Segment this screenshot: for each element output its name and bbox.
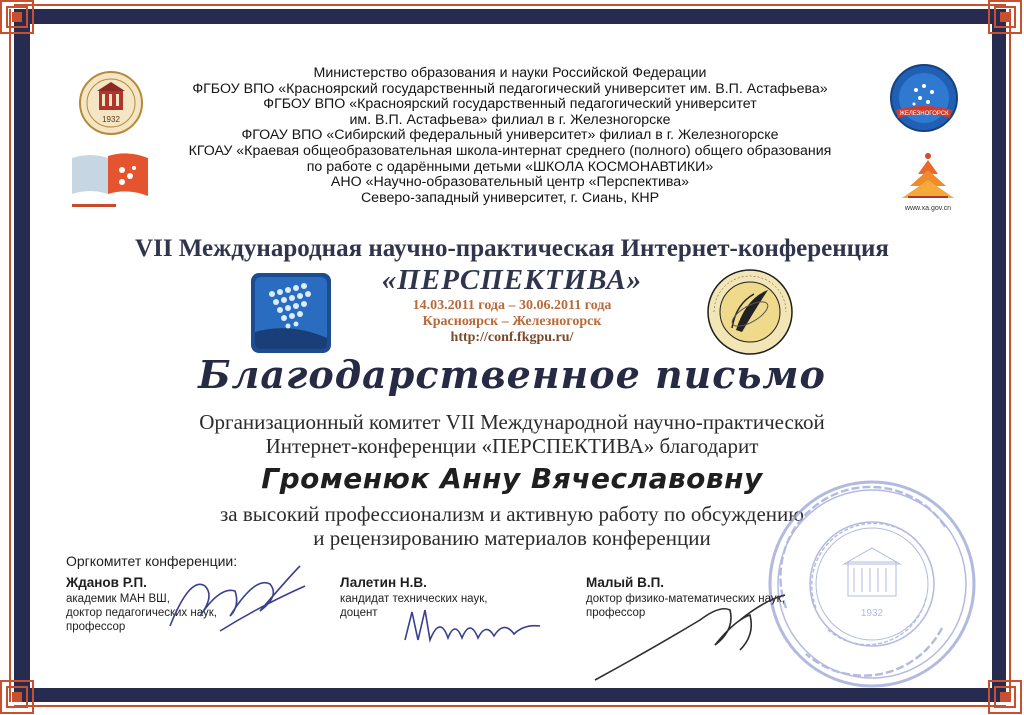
pagoda-logo-text: www.xa.gov.cn xyxy=(904,205,952,212)
organizers-list xyxy=(160,66,860,206)
conference-url: http://conf.fkgpu.ru/ xyxy=(450,330,574,345)
organizer-line: им. В.П. Астафьева» филиал в г. Железногорске xyxy=(349,111,671,128)
conference-details xyxy=(350,298,674,346)
letter-title: Благодарственное письмо xyxy=(198,352,826,397)
organizer-line: АНО «Научно-образовательный центр «Перспектива» xyxy=(330,174,690,191)
globe-logo-text: ЖЕЛЕЗНОГОРСК xyxy=(899,111,949,117)
signature-laletin-icon xyxy=(400,600,550,655)
recipient-name: Громенюк Анну Вячеславовну xyxy=(261,462,763,495)
signer-title-line: доктор педагогических наук, xyxy=(66,607,217,619)
conference-name: «ПЕРСПЕКТИВА» xyxy=(381,264,643,296)
organizer-line: Министерство образования и науки Российской Федерации xyxy=(313,65,707,81)
zheleznogorsk-globe-icon xyxy=(888,62,960,139)
organizer-line: КГОАУ «Краевая общеобразовательная школа-интернат среднего (полного) общего образования xyxy=(188,142,832,159)
signature-zhdanov-icon xyxy=(160,556,310,651)
organizer-line: ФГБОУ ВПО «Красноярский государственный педагогический университет им. В.П. Астафьева» xyxy=(192,80,828,97)
signer-title-line: академик МАН ВШ, xyxy=(66,593,170,605)
signer-title-line: доктор физико-математических наук, xyxy=(586,593,785,605)
stamp-year: 1932 xyxy=(860,608,884,619)
organizer-line: Северо-западный университет, г. Сиань, КНР xyxy=(360,189,660,206)
letter-reason-line-1: за высокий профессионализм и активную работу по обсуждению xyxy=(220,502,804,526)
pagoda-logo-icon xyxy=(892,150,964,219)
letter-intro-line-1: Организационный комитет VII Международной научно-практической xyxy=(199,410,825,434)
university-seal-icon xyxy=(78,70,144,141)
frame-accent-bottom xyxy=(14,705,1006,707)
signer-name: Малый В.П. xyxy=(586,575,665,590)
organizer-line: по работе с одарёнными детьми «ШКОЛА КОСМОНАВТИКИ» xyxy=(306,158,714,175)
conference-title: VII Международная научно-практическая Интернет-конференция xyxy=(135,235,889,262)
corner-ornament-bottom-right xyxy=(988,680,1022,714)
seal-year: 1932 xyxy=(102,115,120,124)
frame-accent-right xyxy=(1009,9,1011,702)
committee-label: Оргкомитет конференции: xyxy=(66,553,238,569)
frame-accent-top xyxy=(14,4,1006,6)
letter-intro-line-2: Интернет-конференции «ПЕРСПЕКТИВА» благодарит xyxy=(265,434,759,458)
conference-cities: Красноярск – Железногорск xyxy=(422,314,602,329)
organizer-line: ФГБОУ ВПО «Красноярский государственный педагогический университет xyxy=(263,96,757,113)
signer-name: Лалетин Н.В. xyxy=(340,575,427,590)
signer-title-line: кандидат технических наук, xyxy=(340,593,488,605)
signer-title-line: профессор xyxy=(586,607,646,619)
organizer-line: ФГОАУ ВПО «Сибирский федеральный университет» филиал в г. Железногорске xyxy=(241,127,779,144)
corner-ornament-bottom-left xyxy=(0,680,34,714)
signer-name: Жданов Р.П. xyxy=(66,575,147,590)
signature-maly-icon xyxy=(590,590,790,695)
corner-ornament-top-right xyxy=(988,0,1022,34)
signer-title-line: доцент xyxy=(340,607,378,619)
frame-accent-left xyxy=(9,9,11,702)
federal-university-flag-icon xyxy=(70,150,152,217)
corner-ornament-top-left xyxy=(0,0,34,34)
letter-reason-line-2: и рецензированию материалов конференции xyxy=(313,526,711,550)
signer-title-line: профессор xyxy=(66,621,126,633)
official-stamp-icon xyxy=(766,478,978,695)
conference-dates: 14.03.2011 года – 30.06.2011 года xyxy=(412,298,612,313)
